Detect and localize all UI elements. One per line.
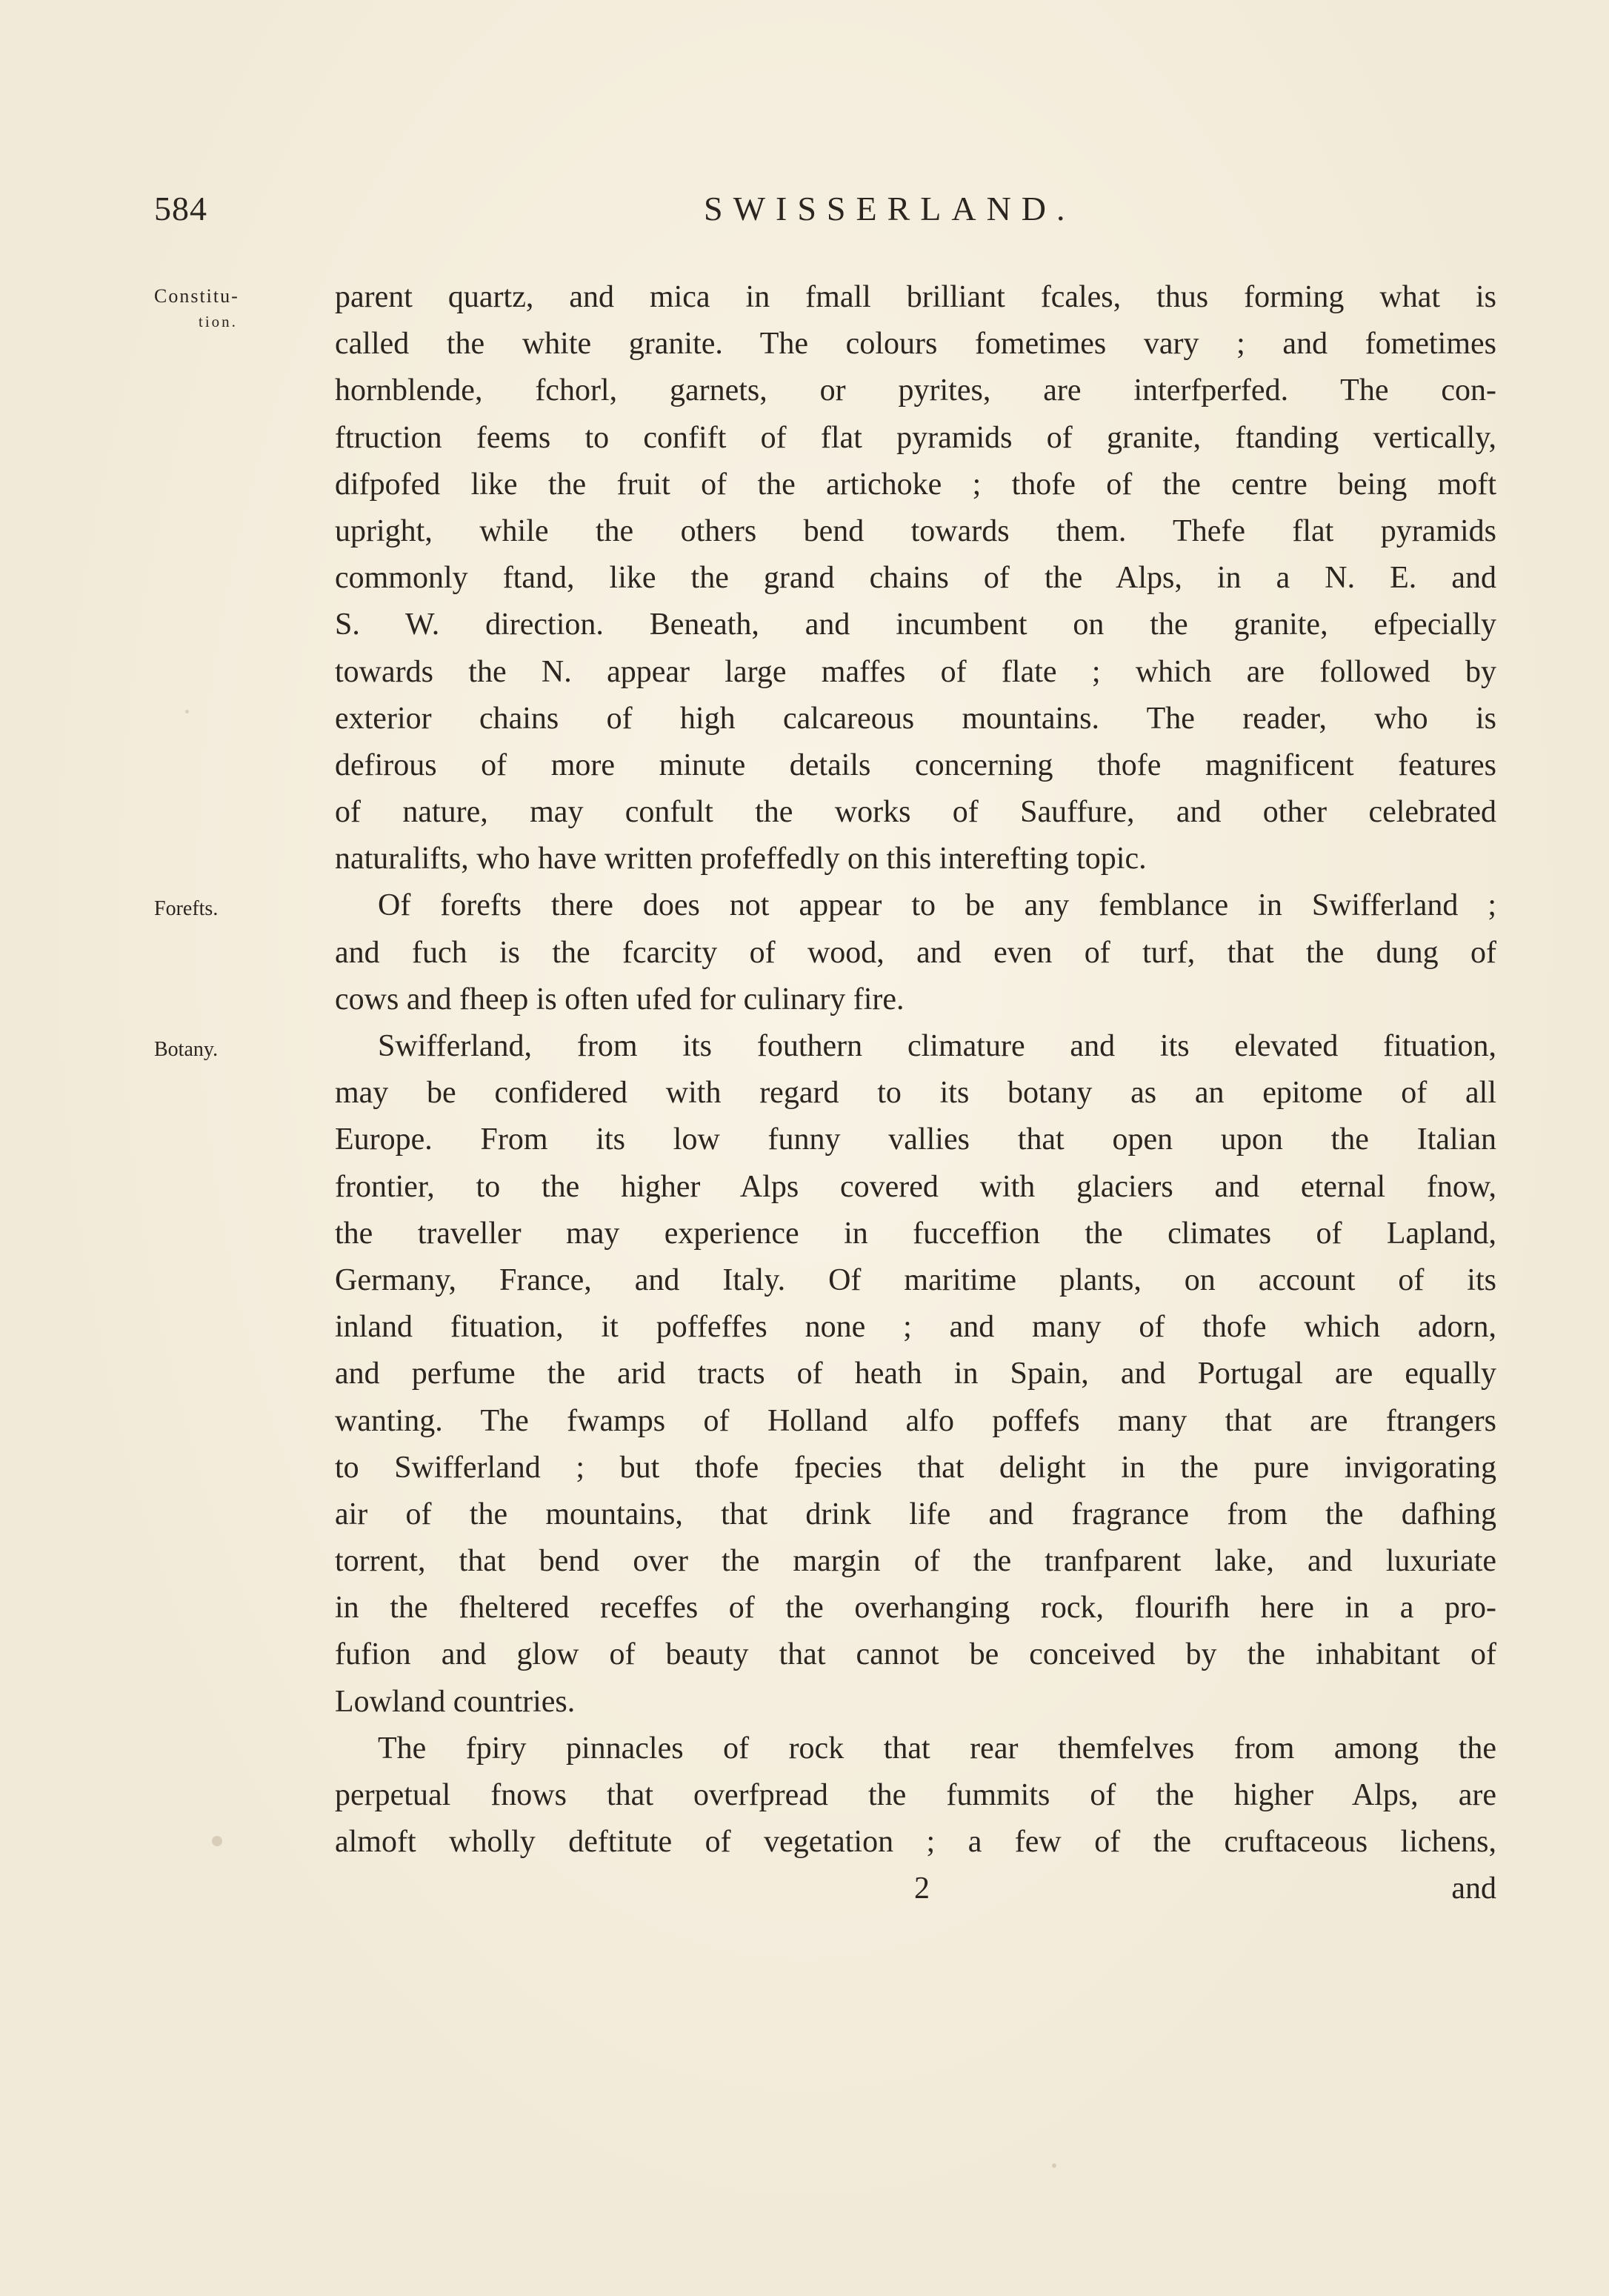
body-line: perpetual fnows that overfpread the fummits of the higher Alps, are (335, 1778, 1496, 1812)
body-line: hornblende, fchorl, garnets, or pyrites, are interfperfed. The con- (335, 373, 1496, 408)
body-line: wanting. The fwamps of Holland alfo poffefs many that are ftrangers (335, 1403, 1496, 1438)
footer-line (335, 1866, 1496, 1912)
running-title: SWISSERLAND. (704, 190, 1076, 227)
body-line: Swifferland, from its fouthern climature and its elevated fituation, (378, 1029, 1496, 1063)
body-line: the traveller may experience in fucceffion the climates of Lapland, (335, 1216, 1496, 1251)
body-line: in the fheltered receffes of the overhanging rock, flourifh here in a pro- (335, 1591, 1496, 1625)
body-line: defirous of more minute details concerning thofe magnificent features (335, 748, 1496, 782)
body-text (335, 274, 1496, 1913)
body-line: air of the mountains, that drink life and fragrance from the dafhing (335, 1497, 1496, 1531)
body-line: The fpiry pinnacles of rock that rear themfelves from among the (378, 1731, 1496, 1766)
body-line: frontier, to the higher Alps covered with glaciers and eternal fnow, (335, 1169, 1496, 1204)
catchword: and (1451, 1871, 1496, 1906)
body-line: may be confidered with regard to its botany as an epitome of all (335, 1076, 1496, 1111)
body-line: cows and fheep is often ufed for culinary fire. (335, 982, 905, 1016)
marginal-note-forests: Forefts. (154, 897, 219, 920)
body-line: parent quartz, and mica in fmall brilliant fcales, thus forming what is (335, 280, 1496, 314)
paper-speck (1052, 2163, 1056, 2168)
body-line: and fuch is the fcarcity of wood, and even of turf, that the dung of (335, 935, 1496, 970)
signature-mark: 2 (914, 1871, 930, 1906)
running-head (0, 189, 1609, 241)
paper-speck (185, 710, 189, 713)
body-line: naturalifts, who have written profeffedly on this interefting topic. (335, 842, 1147, 876)
body-line: fufion and glow of beauty that cannot be conceived by the inhabitant of (335, 1637, 1496, 1672)
body-line: to Swifferland ; but thofe fpecies that delight in the pure invigorating (335, 1450, 1496, 1485)
page-number: 584 (154, 190, 207, 227)
paper-speck (212, 1836, 222, 1846)
body-line: Of forefts there does not appear to be any femblance in Swifferland ; (378, 888, 1496, 923)
body-line: towards the N. appear large maffes of flate ; which are followed by (335, 654, 1496, 689)
body-line: inland fituation, it poffeffes none ; and many of thofe which adorn, (335, 1310, 1496, 1345)
marginal-note-constitution-line1: Constitu- (154, 285, 239, 307)
body-line: almoft wholly deftitute of vegetation ; a few of the cruftaceous lichens, (335, 1825, 1496, 1860)
body-line: called the white granite. The colours fometimes vary ; and fometimes (335, 327, 1496, 362)
body-line: Europe. From its low funny vallies that open upon the Italian (335, 1122, 1496, 1157)
marginal-note-constitution-line2: tion. (199, 313, 238, 330)
body-line: commonly ftand, like the grand chains of the Alps, in a N. E. and (335, 561, 1496, 596)
body-line: Lowland countries. (335, 1684, 576, 1719)
body-line: Germany, France, and Italy. Of maritime plants, on account of its (335, 1262, 1496, 1297)
body-line: torrent, that bend over the margin of the tranfparent lake, and luxuriate (335, 1544, 1496, 1579)
body-line: difpofed like the fruit of the artichoke ; thofe of the centre being moft (335, 467, 1496, 502)
body-line: and perfume the arid tracts of heath in Spain, and Portugal are equally (335, 1357, 1496, 1391)
body-line: exterior chains of high calcareous mountains. The reader, who is (335, 701, 1496, 736)
body-line: upright, while the others bend towards them. Thefe flat pyramids (335, 513, 1496, 548)
body-line: ftruction feems to confift of flat pyramids of granite, ftanding vertically, (335, 420, 1496, 455)
marginal-note-constitution (154, 284, 239, 334)
body-line: S. W. direction. Beneath, and incumbent on the granite, efpecially (335, 608, 1496, 642)
marginal-note-botany: Botany. (154, 1038, 219, 1061)
body-line: of nature, may confult the works of Sauffure, and other celebrated (335, 795, 1496, 830)
